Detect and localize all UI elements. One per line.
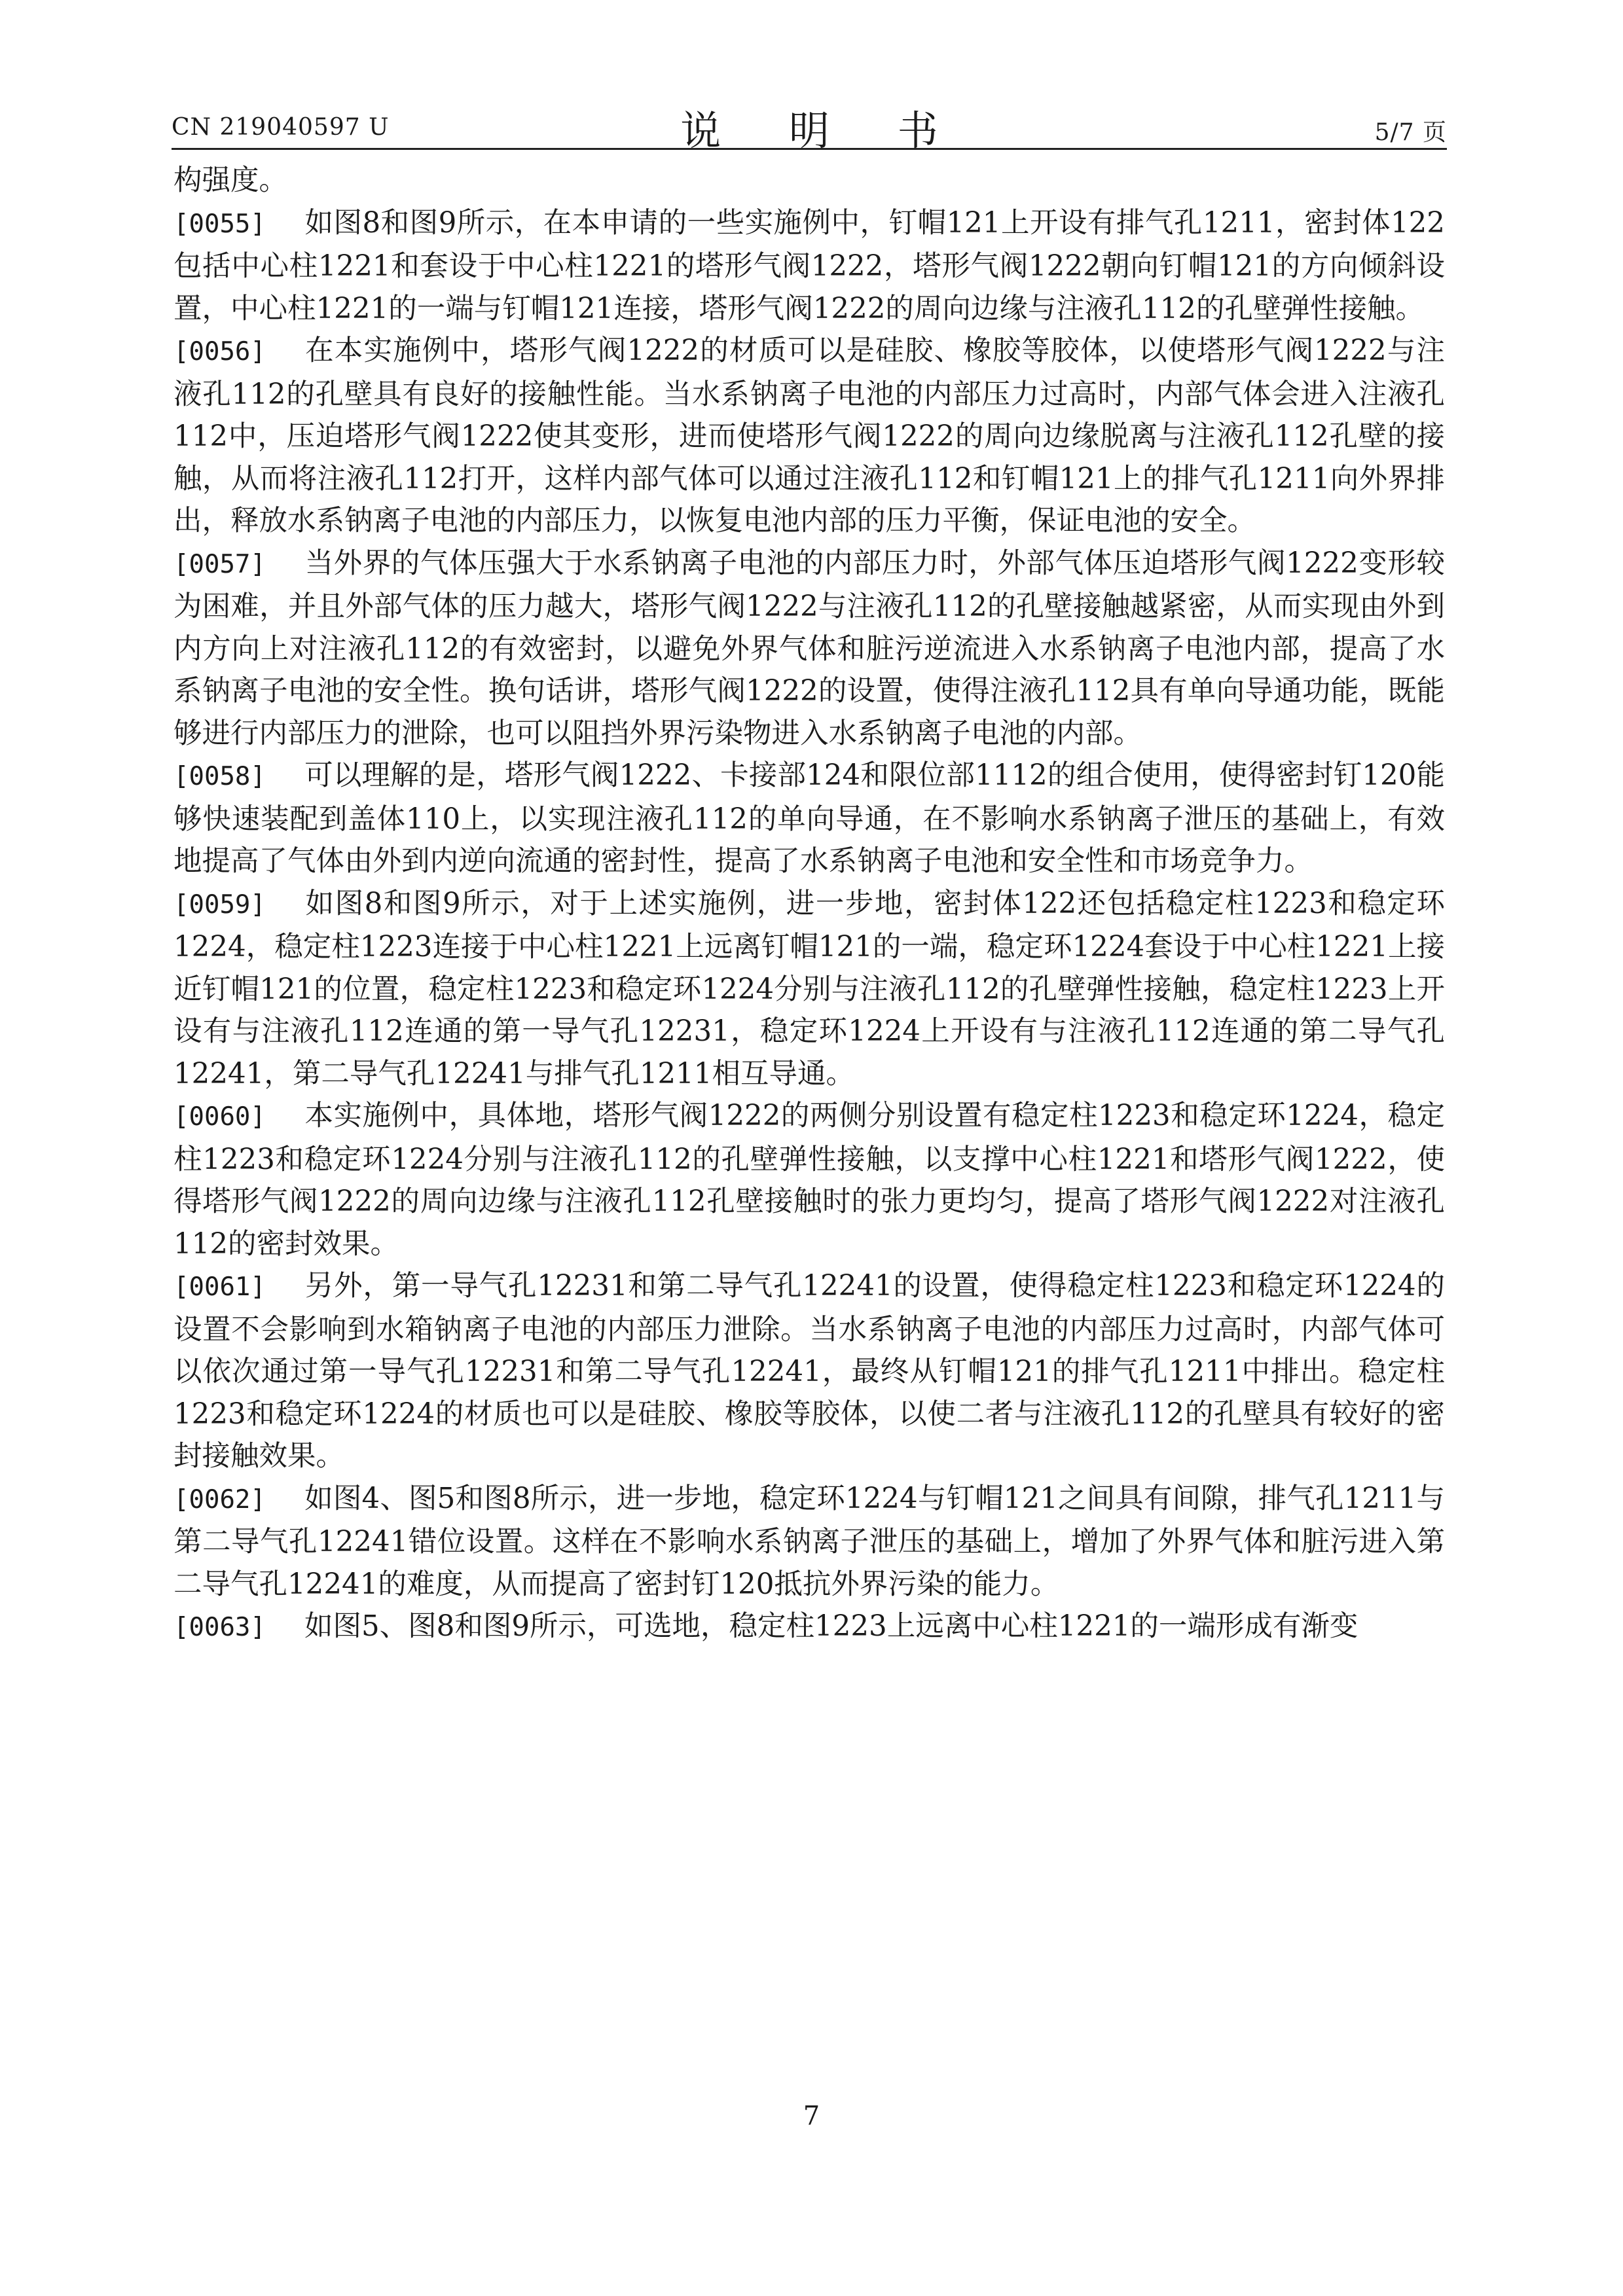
paragraph-text: 构强度。 [173,164,287,197]
page-number: 7 [803,2101,820,2131]
paragraph-text: 在本实施例中，塔形气阀1222的材质可以是硅胶、橡胶等胶体，以使塔形气阀1222与注液孔112的孔壁具有良好的接触性能。当水系钠离子电池的内部压力过高时，内部气体会进入注液孔112中，压迫塔形气阀1222使其变形，进而使塔形气阀1222的周向边缘脱离与注液孔112孔壁的接触，从而将注液孔112打开，这样内部气体可以通过注液孔112和钉帽121上的排气孔1211向外界排出，释放水系钠离子电池的内部压力，以恢复电池内部的压力平衡，保证电池的安全。 [173,334,1445,537]
paragraph-number: [0059] [173,889,266,920]
paragraph-text: 可以理解的是，塔形气阀1222、卡接部124和限位部1112的组合使用，使得密封钉120能够快速装配到盖体110上，以实现注液孔112的单向导通，在不影响水系钠离子泄压的基础上，有效地提高了气体由外到内逆向流通的密封性，提高了水系钠离子电池和安全性和市场竞争力。 [173,759,1445,878]
paragraph [173,1265,1445,1478]
paragraph-text: 如图8和图9所示，对于上述实施例，进一步地，密封体122还包括稳定柱1223和稳定环1224，稳定柱1223连接于中心柱1221上远离钉帽121的一端，稳定环1224套设于中心柱1221上接近钉帽121的位置，稳定柱1223和稳定环1224分别与注液孔112的孔壁弹性接触，稳定柱1223上开设有与注液孔112连通的第一导气孔12231，稳定环1224上开设有与注液孔112连通的第二导气孔12241，第二导气孔12241与排气孔1211相互导通。 [173,887,1445,1090]
paragraph [173,755,1445,883]
paragraph-number: [0061] [173,1272,266,1302]
page-header [172,98,1447,154]
paragraph-number: [0058] [173,762,266,791]
paragraph [173,1478,1445,1606]
paragraph-number: [0055] [173,209,266,239]
page-count: 5/7 页 [1374,119,1447,146]
paragraph-number: [0060] [173,1102,266,1132]
paragraph-text: 本实施例中，具体地，塔形气阀1222的两侧分别设置有稳定柱1223和稳定环1224，稳定柱1223和稳定环1224分别与注液孔112的孔壁弹性接触，以支撑中心柱1221和塔形气阀1222，使得塔形气阀1222的周向边缘与注液孔112孔壁接触时的张力更均匀，提高了塔形气阀1222对注液孔112的密封效果。 [173,1100,1445,1261]
paragraph-text: 另外，第一导气孔12231和第二导气孔12241的设置，使得稳定柱1223和稳定环1224的设置不会影响到水箱钠离子电池的内部压力泄除。当水系钠离子电池的内部压力过高时，内部气体可以依次通过第一导气孔12231和第二导气孔12241，最终从钉帽121的排气孔1211中排出。稳定柱1223和稳定环1224的材质也可以是硅胶、橡胶等胶体，以使二者与注液孔112的孔壁具有较好的密封接触效果。 [173,1270,1445,1473]
paragraph-text: 如图5、图8和图9所示，可选地，稳定柱1223上远离中心柱1221的一端形成有渐变 [304,1610,1359,1643]
document-body [173,160,1445,1649]
paragraph-text: 如图8和图9所示，在本申请的一些实施例中，钉帽121上开设有排气孔1211，密封体122包括中心柱1221和套设于中心柱1221的塔形气阀1222，塔形气阀1222朝向钉帽121的方向倾斜设置，中心柱1221的一端与钉帽121连接，塔形气阀1222的周向边缘与注液孔112的孔壁弹性接触。 [173,206,1445,325]
paragraph [173,330,1445,543]
paragraph-text: 如图4、图5和图8所示，进一步地，稳定环1224与钉帽121之间具有间隙，排气孔1211与第二导气孔12241错位设置。这样在不影响水系钠离子泄压的基础上，增加了外界气体和脏污进入第二导气孔12241的难度，从而提高了密封钉120抵抗外界污染的能力。 [173,1482,1445,1601]
paragraph [173,883,1445,1096]
paragraph-number: [0062] [173,1484,266,1515]
paragraph-text: 当外界的气体压强大于水系钠离子电池的内部压力时，外部气体压迫塔形气阀1222变形较为困难，并且外部气体的压力越大，塔形气阀1222与注液孔112的孔壁接触越紧密，从而实现由外到内方向上对注液孔112的有效密封，以避免外界气体和脏污逆流进入水系钠离子电池内部，提高了水系钠离子电池的安全性。换句话讲，塔形气阀1222的设置，使得注液孔112具有单向导通功能，既能够进行内部压力的泄除，也可以阻挡外界污染物进入水系钠离子电池的内部。 [173,547,1445,750]
paragraph [173,543,1445,755]
paragraph-number: [0063] [173,1613,266,1642]
paragraph [173,1095,1445,1265]
document-title: 说 明 书 [680,107,966,154]
paragraph-number: [0056] [173,337,266,367]
header-divider [172,148,1447,150]
paragraph [173,202,1445,331]
paragraph [173,160,1445,202]
patent-number: CN 219040597 U [172,114,390,141]
paragraph-number: [0057] [173,549,266,579]
paragraph [173,1605,1445,1649]
